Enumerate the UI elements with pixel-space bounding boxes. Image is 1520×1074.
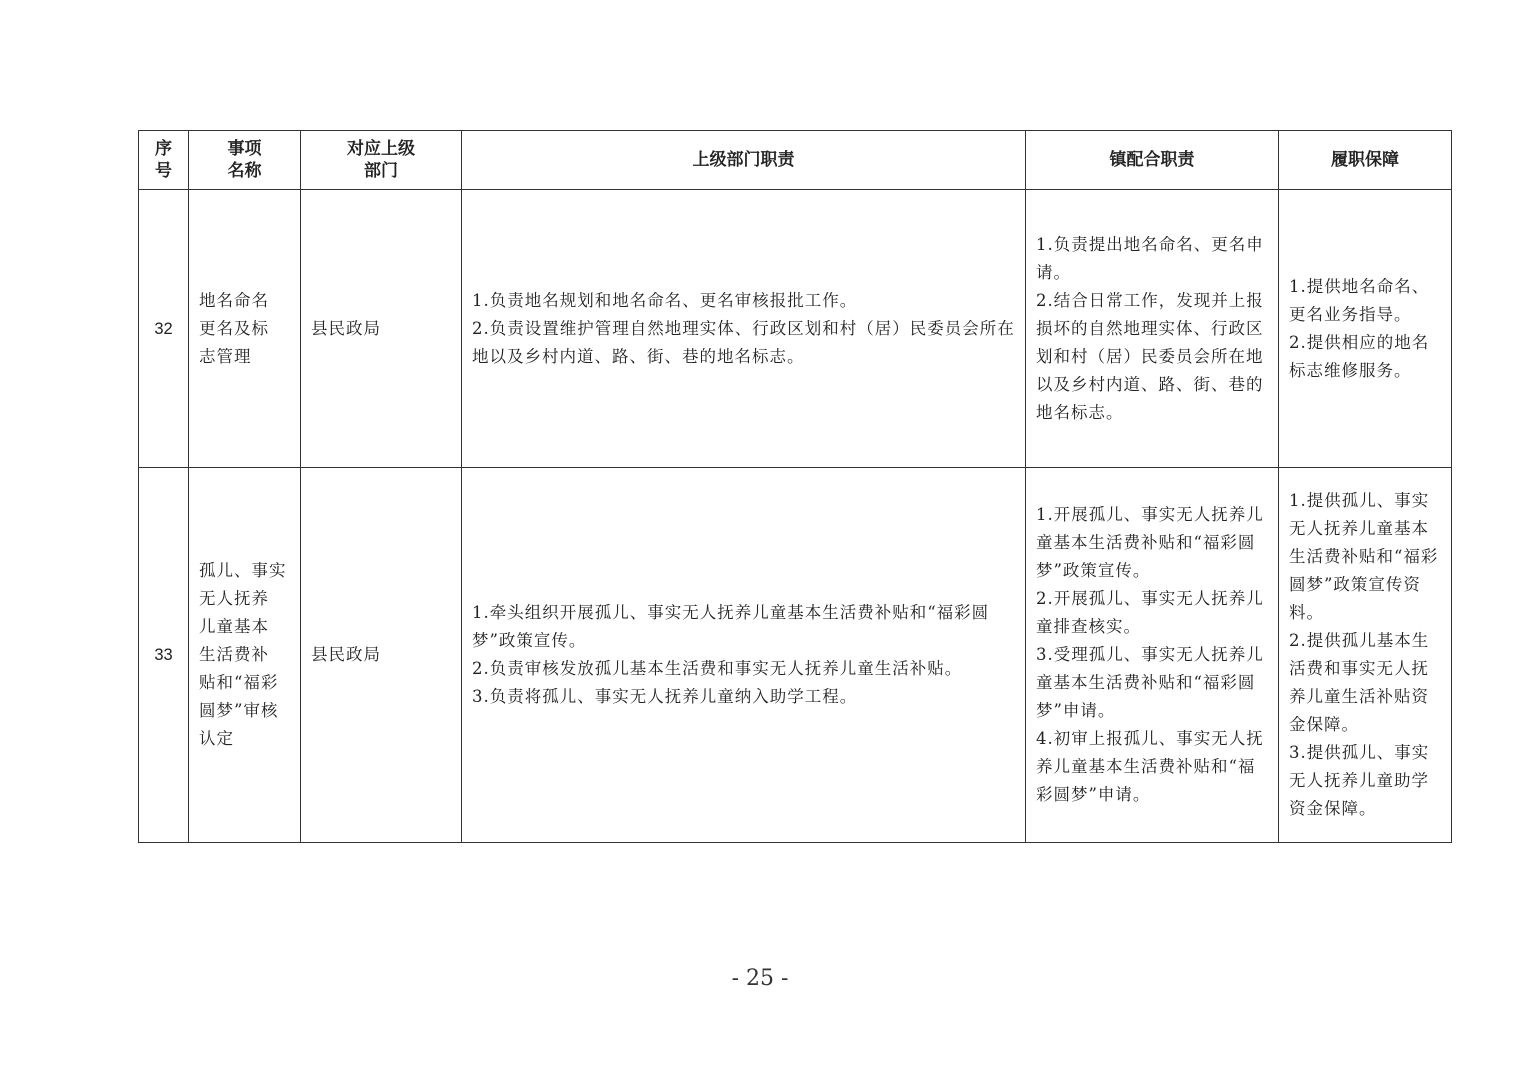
page-number: - 25 - <box>731 966 789 991</box>
duty-table <box>138 130 1452 843</box>
guarantee: 1.提供地名命名、更名业务指导。 2.提供相应的地名标志维修服务。 <box>1279 190 1452 468</box>
table-row <box>139 468 1452 843</box>
upper-dept: 县民政局 <box>301 190 462 468</box>
upper-duty: 1.负责地名规划和地名命名、更名审核报批工作。 2.负责设置维护管理自然地理实体、行政区划和村（居）民委员会所在地以及乡村内道、路、街、巷的地名标志。 <box>462 190 1026 468</box>
duty-table-container <box>138 130 1451 843</box>
upper-dept: 县民政局 <box>301 468 462 843</box>
guarantee: 1.提供孤儿、事实无人抚养儿童基本生活费补贴和“福彩圆梦”政策宣传资料。 2.提供孤儿基本生活费和事实无人抚养儿童生活补贴资金保障。 3.提供孤儿、事实无人抚养儿童助学资金保障。 <box>1279 468 1452 843</box>
row-number: 33 <box>139 468 189 843</box>
item-name: 地名命名 更名及标 志管理 <box>189 190 301 468</box>
upper-duty: 1.牵头组织开展孤儿、事实无人抚养儿童基本生活费补贴和“福彩圆梦”政策宣传。 2.负责审核发放孤儿基本生活费和事实无人抚养儿童生活补贴。 3.负责将孤儿、事实无人抚养儿童纳入助学工程。 <box>462 468 1026 843</box>
item-name: 孤儿、事实 无人抚养 儿童基本 生活费补 贴和“福彩 圆梦”审核 认定 <box>189 468 301 843</box>
header-upper-duty: 上级部门职责 <box>462 131 1026 190</box>
header-upper-dept: 对应上级 部门 <box>301 131 462 190</box>
header-town-duty: 镇配合职责 <box>1026 131 1279 190</box>
table-row <box>139 190 1452 468</box>
row-number: 32 <box>139 190 189 468</box>
header-no: 序 号 <box>139 131 189 190</box>
town-duty: 1.开展孤儿、事实无人抚养儿童基本生活费补贴和“福彩圆梦”政策宣传。 2.开展孤儿、事实无人抚养儿童排查核实。 3.受理孤儿、事实无人抚养儿童基本生活费补贴和“福彩圆梦”申请。 4.初审上报孤儿、事实无人抚养儿童基本生活费补贴和“福彩圆梦”申请。 <box>1026 468 1279 843</box>
table-header-row <box>139 131 1452 190</box>
town-duty: 1.负责提出地名命名、更名申请。 2.结合日常工作，发现并上报损坏的自然地理实体、行政区划和村（居）民委员会所在地以及乡村内道、路、街、巷的地名标志。 <box>1026 190 1279 468</box>
header-item-name: 事项 名称 <box>189 131 301 190</box>
header-guarantee: 履职保障 <box>1279 131 1452 190</box>
